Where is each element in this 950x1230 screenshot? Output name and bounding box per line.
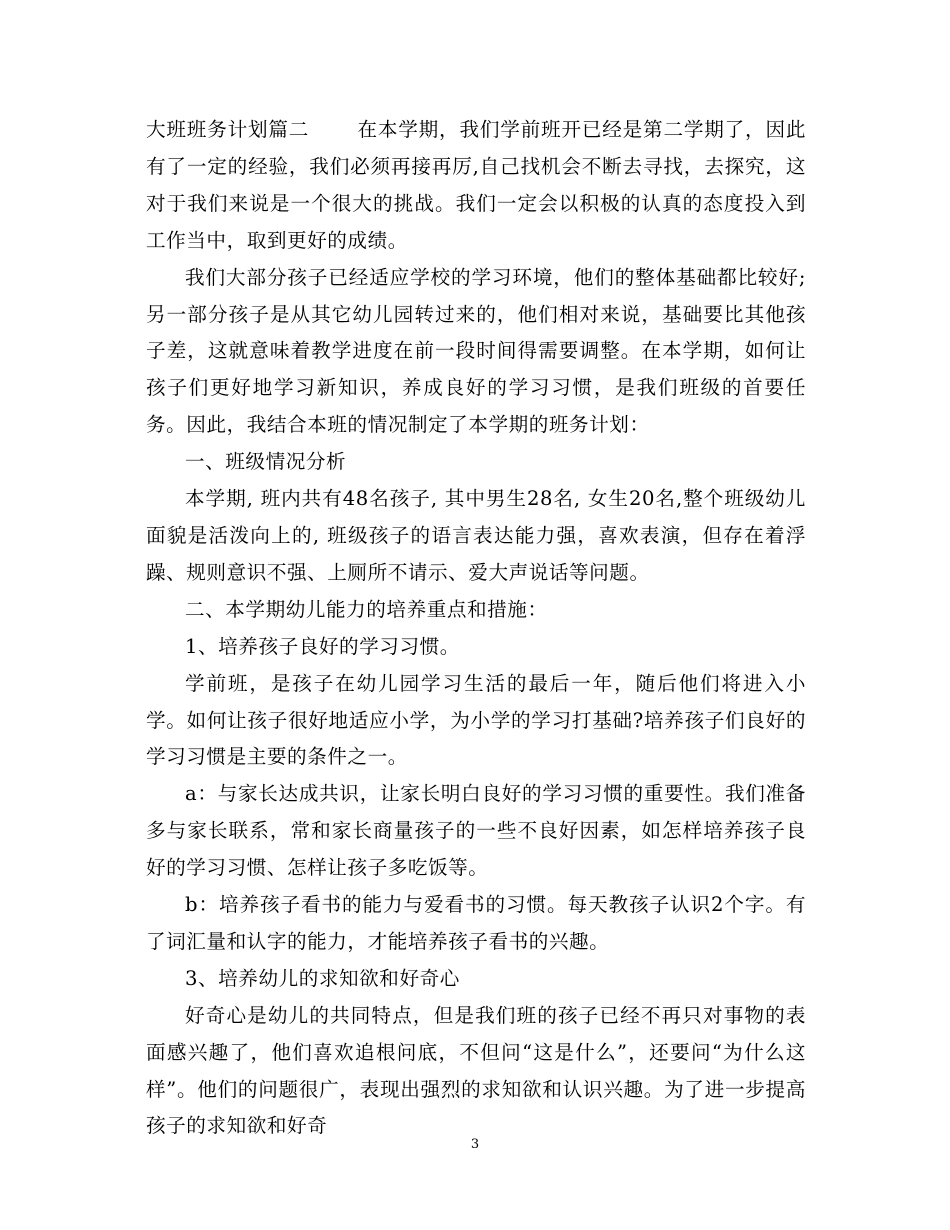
paragraph: 好奇心是幼儿的共同特点，但是我们班的孩子已经不再只对事物的表面感兴趣了，他们喜欢追根问底，不但问“这是什么”，还要问“为什么这样”。他们的问题很广，表现出强烈的求知欲和认识兴趣。为了进一步提高孩子的求知欲和好奇 <box>146 1003 806 1138</box>
document-heading: 大班班务计划篇二 <box>146 118 310 141</box>
section-heading: 一、班级情况分析 <box>185 450 347 474</box>
document-body <box>146 112 806 1145</box>
paragraph: 本学期, 班内共有48名孩子, 其中男生28名, 女生20名,整个班级幼儿面貌是活泼向上的, 班级孩子的语言表达能力强，喜欢表演，但存在着浮躁、规则意识不强、上厕所不请示、爱大声说话等问题。 <box>146 487 806 584</box>
page-number: 3 <box>470 1137 480 1152</box>
paragraph: 学前班，是孩子在幼儿园学习生活的最后一年，随后他们将进入小学。如何让孩子很好地适应小学，为小学的学习打基础?培养孩子们良好的学习习惯是主要的条件之一。 <box>146 671 806 769</box>
intro-text: 在本学期，我们学前班开已经是第二学期了，因此有了一定的经验，我们必须再接再厉,自己找机会不断去寻找，去探究，这对于我们来说是一个很大的挑战。我们一定会以积极的认真的态度投入到工作当中，取到更好的成绩。 <box>146 118 806 252</box>
subsection-heading: 1、培养孩子良好的学习习惯。 <box>185 634 460 658</box>
intro-paragraph <box>146 112 806 260</box>
subsection-heading: 3、培养幼儿的求知欲和好奇心 <box>185 966 460 990</box>
paragraph: 我们大部分孩子已经适应学校的学习环境，他们的整体基础都比较好;另一部分孩子是从其它幼儿园转过来的，他们相对来说，基础要比其他孩子差，这就意味着教学进度在前一段时间得需要调整。在本学期，如何让孩子们更好地学习新知识，养成良好的学习习惯，是我们班级的首要任务。因此，我结合本班的情况制定了本学期的班务计划： <box>146 265 806 437</box>
section-heading: 二、本学期幼儿能力的培养重点和措施： <box>185 597 548 621</box>
paragraph: a：与家长达成共识，让家长明白良好的学习习惯的重要性。我们准备多与家长联系，常和家长商量孩子的一些不良好因素，如怎样培养孩子良好的学习习惯、怎样让孩子多吃饭等。 <box>146 782 806 880</box>
paragraph: b：培养孩子看书的能力与爱看书的习惯。每天教孩子认识2个字。有了词汇量和认字的能力，才能培养孩子看书的兴趣。 <box>146 893 806 953</box>
